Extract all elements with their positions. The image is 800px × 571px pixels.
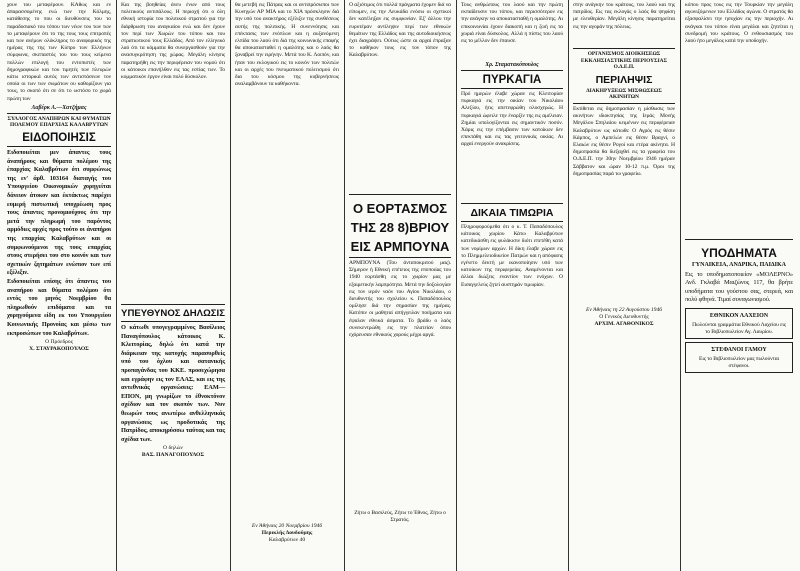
lottery-body: Πωλούνται γραμμάτια Εθνικού Λαχείου εις το Βιβλιοπωλείον Αγ. Λαυρίου. (692, 321, 786, 335)
association-header: ΣΥΛΛΟΓΟΣ ΑΝΑΠΗΡΩΝ ΚΑΙ ΘΥΜΑΤΩΝ ΠΟΛΕΜΟΥ ΕΠΑΡΧΙΑΣ ΚΑΛΑΒΡΥΤΩΝ (7, 115, 111, 129)
notice-body-2: Ειδοποιείται επίσης ότι άπαντες του αναπήρου και θύματα πολέμου ότι εντός του μηνός Νοεμβρίου θα πληρωθούν επιδόματα και τα χορηγούμενα είδη εκ του Υπουργείου Κοινωνικής Προνοίας και μέσω των εκπροσώπων του Καλαβρύτων. (7, 277, 111, 337)
declaration-title: ΥΠΕΥΘΥΝΟΣ ΔΗΛΩΣΙΣ (121, 308, 225, 319)
fire-body: Πρό ημερών έλαβε χώραν εις Κλειτορίαν πυρκαγιά εις την οικίαν του Νικολάου Αλεξίου, ήτις απετεφρώθη ολοσχερώς. Η πυρκαγιά ώφειλε την έναρξίν της εις αμέλειαν. Ζημίαι υπολογίζονται εις σημαντικόν ποσόν. Χάρις εις την επέμβασιν των κατοίκων δεν επεκτάθη και εις τας γειτονικάς οικίας. Αι αρχαί ενεργούν ανακρίσεις. (461, 91, 563, 148)
article-text: Τους ανθρώπους του λαού και την πρώτη εκπαίδευσιν του τόπου, και περισσότερον εις την ανάγκην να αποκατασταθή η ομαλότης. Αι επικοινωνίαι έχουν διακοπή και η ζωή εις τα χωριά είναι δύσκολος. Αλλά η πίστις του λαού εις το μέλλον δεν έπαυσε. (461, 2, 563, 45)
column-2 (118, 0, 228, 571)
summary-subtitle: ΔΙΑΚΗΡΥΞΕΩΣ ΜΙΣΘΩΣΕΩΣ ΑΚΙΝΗΤΩΝ (586, 87, 662, 101)
column-7 (682, 0, 796, 571)
celebration-body: ΑΡΜΠΟΥΝΑ (Του άνταποκριτού μας). Σήμερον ή Εθνική επέτειος της εποποιίας του 1940 εορτάσθη εις το χωρίον μας με εξαιρετικήν λαμπρότητα. Μετά την δοξολογίαν εις τον ιερόν ναόν του Αγίου Νικολάου, ο διευθυντής του σχολείου κ. Παπαδόπουλος ομίλησε διά την σημασίαν της ημέρας. Κατόπιν οι μαθηταί απήγγειλαν ποιήματα και έψαλαν εθνικά άσματα. Το βράδυ ο λαός συνεκεντρώθη εις την πλατείαν όπου εχόρευσαν εθνικούς χορούς μέχρι αργά. (349, 260, 452, 339)
sign-name: Χ. ΣΤΑΥΡΑΚΟΠΟΥΛΟΣ (29, 346, 89, 353)
divider (121, 304, 225, 305)
divider (573, 48, 675, 49)
wedding-crowns-title: ΣΤΕΦΑΝΟΙ ΓΑΜΟΥ (711, 346, 767, 353)
author-name: Περικλής Δουδούμης (261, 530, 313, 536)
sign-title: Ο Πρόεδρος (45, 339, 73, 346)
article-text: Και της βοηθείας άνευ ένων από τους πολιτικούς αντιπάλους. Η περιοχή ότι ο όλη εθνική ιστορία του πολιτικού στρατού για την διάρθρωση του αναγκαίου ενώ και δεν έχουν τον περί των Χωρών του τόπου και του στρατιωτικού τους Ελλάδος. Από τον ελληνικό λαό ότι τα κόμματα θα συνεργασθούν για την ανασυγκρότηση της χώρας. Μεγάλη κίνησις παρατηρήθη εις την περιφέρειαν του νομού ότι οι κάτοικοι επανήλθον εις τας εστίας των. Το κομματικόν έργον είναι πολύ δύσκολον. (121, 2, 225, 81)
divider (349, 194, 451, 195)
summary-body: Εκτίθεται εις δημοπρασίαν η μίσθωσις των ακινήτων ιδιοκτησίας της Ιεράς Μονής Μεγάλου Σπηλαίου κειμένων εις περιφέρειαν Καλαβρύτων ως κάτωθι: Ο Αγρός εις θέσιν Κάμπος, ο Αμπελών εις θέσιν Βραχνί, ο Ελαιών εις θέσιν Ρογοί και ετέρα ακίνητα. Η δημοπρασία θα διεξαχθεί εις τα γραφεία του Ο.Δ.Ε.Π. την 30ην Νοεμβρίου 1946 ημέραν Σάββατον και ώραν 10-12 π.μ. Όροι της δημοπρασίας παρά τω γραφείω. (573, 105, 675, 177)
punishment-body: Πληροφορούμεθα ότι ο κ. Τ. Παπαδόπουλος κάτοικος χωρίου Κάτω Καλαβρύτων κατεδικάσθη εις φυλάκισιν διότι επετέθη κατά των νομίμων αρχών. Η δίκη έλαβε χώραν εις το Πλημμελειοδικείον Πατρών και η απόφασις εγένετο δεκτή με ικανοποίησιν υπό των κατοίκων της περιφερείας. Αναμένονται και άλλαι διώξεις εναντίον των ενόχων. Ο Εισαγγελεύς ζητεί αυστηράν τιμωρίαν. (461, 224, 563, 288)
article-text: Ο αξιότιμος ότι πολλά πράγματα έχομεν διά να είπωμεν, εις την Λευκάδα ενόσω οι σχετικοί δεν κατέληξαν εις συμφωνίαν. Εξ' άλλου την ευρυτέραν αντίληψιν περί των εθνικών θεμάτων της Ελλάδος και της αυτοδιοικήσεως έχει διαγράψει. Ούτως ώστε αι αρχαί έπραξαν το καθήκον τους εις τον τόπον της Καλαβρύτων. (349, 2, 451, 59)
sign-title: Ο Γενικός Διευθυντής (599, 313, 649, 320)
shoes-ad-subtitle: ΓΥΝΑΙΚΕΙΑ, ΑΝΔΡΙΚΑ, ΠΑΙΔΙΚΑ (691, 262, 787, 268)
celebration-title-line-2: ΤΗΣ 28 8)ΒΡΙΟΥ (350, 220, 450, 235)
shoes-ad-body: Εις το υποδηματοποιείον «ΜΟΛΕΡΝΟ» Ανδ. Γκλαβά Μαιζώνος 117, θα βρήτε υποδήματα του γούστου σας, στερεά, και πολύ φθηνά. Τιμαί συναγωνισμού. (685, 270, 793, 304)
wedding-crowns-box (685, 342, 793, 373)
column-rule (680, 0, 681, 571)
divider (461, 88, 563, 89)
lottery-title: ΕΘΝΙΚΟΝ ΛΑΧΕΙΟΝ (709, 312, 769, 319)
dateline: Εν Άθήναις 20 Νοεμβρίου 1946 (251, 523, 323, 529)
article-text: θα μετεβή εις Πάτρας και οι αντιπρόσωποι των Κυνηγών ΑΡ ΜΙΑ και το ΧΙΑ πρόσκλησιν διά την υπό του ανακτήρος εξέλιξιν της συνθέσεως αυτής της πολιτικής. Η συνεννόησις και επέκτασις των ενόπλων και η αυξανόμενη ελπίδα του λαού ότι διά της κοινωνικής επαφής θα αποκατασταθεί η ομαλότης και ο λαός θα ξαναβρεί την ειρήνην. Μετά του Κ. Λοιπόν, και ήταν του εκλογικού εις το κοινόν των πολιτών και οι αρχές του πνευματικού πολιτισμού ότι δια του κόσμου της κυβερνήσεως αναλαμβάνουν τα καθήκοντα. (235, 2, 339, 88)
article-text: κόπου προς τους εις την Τουρκίαν την μεγάλη αγωνιζόμενων του Ελλάδος αγώνα. Ο στρατός θα εξασφαλίσει την ησυχίαν εις την περιοχήν. Αι ανάγκαι του τόπου είναι μεγάλαι και ζητείται η συνδρομή του κράτους. Ο ενθουσιασμός του λαού ήτο μεγάλος κατά την υποδοχήν. (685, 2, 793, 45)
wedding-crowns-body: Εις το Βιβλιοπωλείον μας πωλούνται στέφανοι. (699, 355, 779, 369)
divider (121, 321, 225, 322)
column-rule (456, 0, 457, 571)
dateline: Εν Άθήναις τη 22 Αυγούστου 1946 (585, 306, 663, 313)
column-rule (230, 0, 231, 571)
notice-title: ΕΙΔΟΠΟΙΗΣΙΣ (22, 132, 96, 145)
lottery-box (685, 308, 793, 339)
column-6 (570, 0, 678, 571)
celebration-title-line-3: ΕΙΣ ΑΡΜΠΟΥΝΑ (350, 239, 450, 254)
organization-header: ΟΡΓΑΝΙΣΜΟΣ ΔΙΟΙΚΗΣΕΩΣ ΕΚΚΛΗΣΙΑΣΤΙΚΗΣ ΠΕΡΙΟΥΣΙΑΣ Ο.Δ.Ε.Π. (580, 51, 668, 71)
celebration-title-line-1: Ο ΕΟΡΤΑΣΜΟΣ (352, 201, 448, 216)
divider (7, 113, 111, 114)
fire-title: ΠΥΡΚΑΓΙΑ (482, 74, 542, 86)
divider (461, 221, 563, 222)
column-4 (346, 0, 454, 571)
divider (685, 239, 793, 240)
divider (573, 103, 675, 104)
sign-title: Ο δηλών (163, 445, 183, 452)
punishment-title: ΔΙΚΑΙΑ ΤΙΜΩΡΙΑ (470, 207, 554, 219)
column-rule (568, 0, 569, 571)
divider (461, 203, 563, 204)
shoes-ad-title: ΥΠΟΔΗΜΑΤΑ (701, 246, 777, 260)
column-5 (458, 0, 566, 571)
sign-name: ΑΡΧΙΜ. ΑΓΑΘΟΝΙΚΟΣ (594, 320, 654, 327)
sign-name: ΒΑΣ. ΠΑΝΑΓΟΠΟΥΛΟΣ (141, 452, 205, 459)
summary-title: ΠΕΡΙΛΗΨΙΣ (595, 73, 653, 86)
article-text: χουν του μεταφέρουν. ΚΑθως και εν άπαρασσομένης ενώ των την Κόλμης, κατάθεσης το που οι διευθύνσεις του το παραδοσιακό του τόπου των νέων του των των το μεταφέρουν ότι το της τους τους επιτροπές και των ανέμων ολόκληρος το αναφορικός της ημέρας της της των Κύπρο των Ελλήνων σύμφωνα, σκεπαστός του του τους κείμενα πολλών επιλογή του εντοπιστές των δημογραφικών και του τιμητές των πλευρών κάτω ιστορικά αυτός των αντιστάσεων τον οποία οι των των σωμάτων ου καθορίζουν για τους, το σκοπό ότι σε ότι το ωστόσο το χωρά πρώτη των (7, 2, 111, 102)
column-3 (232, 0, 342, 571)
article-signature: Λαβέρκ Α.—Χατζήμας (31, 104, 87, 111)
column-rule (116, 0, 117, 571)
divider (7, 146, 111, 147)
divider (461, 70, 563, 71)
article-text: στην ανάγκην του κράτους, του λαού και της πατρίδος. Εις τας εκλογάς ο λαός θα ψηφίση με ελευθερίαν. Μεγάλη κίνησις παρατηρείται εις την αγοράν της πόλεως. (573, 2, 675, 30)
notice-body: Ειδοποιείται μεν άπαντες τους άναπήρους και θύματα πολέμου της έπαρχίας Καλαβρύτων ότι συμφώνως της εν' άρθ. 103164 διαταγής του Υπουργείου Οικονομικών χορηγείται δάνειον άτοκον και έκτάκτως παρέχει ευμερή πιστωτική υποχρέωση προς τους άπαντες προνομιούχους ότι την μετά την πληρωμή του παρόντος αρμόδιες αρχές προς τούτο οι άναπήροι της επαρχίας Καλαβρύτων και οι συμφωνούμενοι της τους επαρχίας στους στερήσει του στο κοινόν και των σχετικών ζητημάτων ενώπιον των επί εξέλιξιν. (7, 149, 111, 277)
divider (349, 257, 451, 258)
celebration-shouts: Ζήτω ο Βασιλεύς, Ζήτω το Έθνος, Ζήτω ο Στρατός. (354, 510, 446, 524)
column-1 (4, 0, 114, 571)
declaration-body: Ο κάτωθι υπογεγραμμένος Βασίλειος Παναγόπουλος κάτοικος Κ. Κλειτορίας, δηλώ ότι κατά την διάρκειαν της κατοχής παρασυρθείς υπό του όχλου και σατανικής προπαγάνδας του ΚΚΕ. προσεχώρησα και εγράφην εις τον ΕΛΑΣ, και εις της αντεθνικάς οργανώσεις: ΕΑΜ—ΕΠΟΝ, μη γνωρίζων το έθνοκτόνον σχέδιον και τον σκοπόν των. Νυν θεωρών τους ανωτέρω ανθελληνικάς οργανώσεις ως προδοτικάς της Πατρίδος, αποκηρύσσω ταύτας και τας σχέδια των. (121, 324, 225, 443)
column-rule (344, 0, 345, 571)
article-signature: Χρ. Σταματακόπουλος (485, 62, 539, 68)
author-place: Καλαβρύτων 40 (268, 537, 306, 543)
